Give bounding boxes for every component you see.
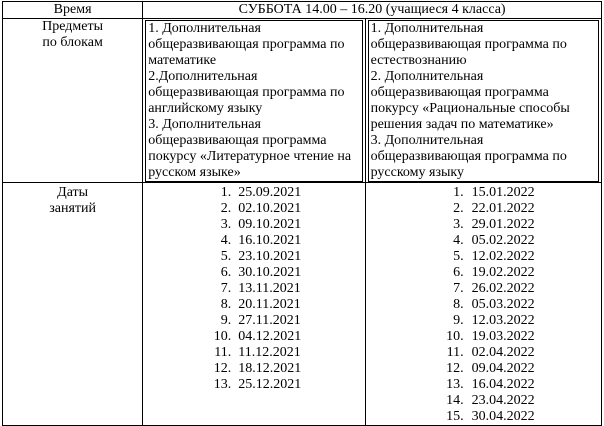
subjects-label-line: Предметы bbox=[42, 19, 104, 34]
date-number: 12. bbox=[446, 361, 464, 376]
date-number: 13. bbox=[446, 377, 464, 392]
subject-line: покурсу «Литературное чтение на bbox=[148, 149, 352, 164]
date-value: 30.04.2022 bbox=[471, 409, 535, 424]
date-number: 12. bbox=[213, 361, 232, 376]
subject-line: 3. Дополнительная bbox=[370, 133, 484, 148]
date-number: 4. bbox=[453, 233, 464, 248]
date-value: 12.02.2022 bbox=[471, 249, 535, 264]
date-value: 29.01.2022 bbox=[471, 217, 535, 232]
subject-line: английскому языку bbox=[148, 101, 263, 116]
date-value: 04.12.2021 bbox=[238, 329, 302, 344]
dates-label-line: Даты bbox=[57, 185, 89, 200]
date-number: 1. bbox=[220, 185, 232, 200]
subjects-right-cell bbox=[365, 19, 601, 183]
date-number: 3. bbox=[220, 217, 232, 232]
date-list-item bbox=[143, 329, 364, 345]
date-list-item bbox=[366, 233, 601, 249]
date-value: 23.10.2021 bbox=[238, 249, 302, 264]
dates-left-cell bbox=[143, 183, 365, 426]
subject-line: 1. Дополнительная bbox=[148, 21, 261, 36]
dates-label-line: занятий bbox=[49, 201, 96, 216]
date-number: 6. bbox=[220, 265, 232, 280]
date-list-item bbox=[143, 201, 364, 217]
subject-line: 3. Дополнительная bbox=[148, 117, 261, 132]
dates-row bbox=[3, 183, 602, 426]
subjects-left-cell bbox=[143, 19, 365, 183]
date-value: 16.10.2021 bbox=[238, 233, 302, 248]
date-number: 7. bbox=[220, 281, 232, 296]
date-value: 13.11.2021 bbox=[238, 281, 301, 296]
date-number: 10. bbox=[446, 329, 464, 344]
date-list-item bbox=[366, 185, 601, 201]
time-label: Время bbox=[3, 2, 143, 19]
date-number: 8. bbox=[220, 297, 232, 312]
subjects-row bbox=[3, 19, 602, 183]
dates-right-list bbox=[366, 183, 601, 425]
schedule-title: СУББОТА 14.00 – 16.20 (учащиеся 4 класса) bbox=[143, 2, 602, 19]
date-number: 2. bbox=[220, 201, 232, 216]
date-list-item bbox=[143, 281, 364, 297]
date-number: 11. bbox=[446, 345, 464, 360]
date-value: 05.02.2022 bbox=[471, 233, 535, 248]
subject-line: общеразвивающая программа bbox=[148, 133, 327, 148]
date-list-item bbox=[143, 265, 364, 281]
date-value: 02.10.2021 bbox=[238, 201, 302, 216]
date-list-item bbox=[143, 217, 364, 233]
date-value: 12.03.2022 bbox=[471, 313, 535, 328]
date-number: 9. bbox=[220, 313, 232, 328]
date-number: 7. bbox=[453, 281, 464, 296]
subject-line: математике bbox=[148, 53, 217, 68]
date-list-item bbox=[143, 361, 364, 377]
date-value: 09.04.2022 bbox=[471, 361, 535, 376]
date-list-item bbox=[366, 217, 601, 233]
subjects-right-box bbox=[368, 20, 599, 182]
subject-line: 1. Дополнительная bbox=[370, 21, 484, 36]
subject-line: русском языке» bbox=[148, 165, 241, 180]
subject-line: решения задач по математике» bbox=[370, 117, 554, 132]
date-value: 18.12.2021 bbox=[238, 361, 302, 376]
date-number: 11. bbox=[214, 345, 232, 360]
date-number: 2. bbox=[453, 201, 464, 216]
subject-line: русскому языку bbox=[370, 165, 464, 180]
date-list-item bbox=[366, 265, 601, 281]
subject-line: общеразвивающая программа по bbox=[148, 85, 345, 100]
date-list-item bbox=[366, 201, 601, 217]
date-number: 1. bbox=[453, 185, 464, 200]
date-number: 5. bbox=[220, 249, 232, 264]
date-value: 05.03.2022 bbox=[471, 297, 535, 312]
date-list-item bbox=[366, 393, 601, 409]
date-list-item bbox=[366, 249, 601, 265]
date-list-item bbox=[366, 345, 601, 361]
subject-line: общеразвивающая программа по bbox=[148, 37, 345, 52]
header-row bbox=[3, 2, 602, 19]
date-list-item bbox=[366, 313, 601, 329]
date-number: 8. bbox=[453, 297, 464, 312]
date-list-item bbox=[143, 233, 364, 249]
subject-line: общеразвивающая программа по bbox=[370, 37, 567, 52]
subject-line: 2. Дополнительная bbox=[370, 69, 484, 84]
date-value: 20.11.2021 bbox=[238, 297, 301, 312]
date-list-item bbox=[366, 297, 601, 313]
date-number: 13. bbox=[213, 377, 232, 392]
date-number: 14. bbox=[446, 393, 464, 408]
dates-right-cell bbox=[365, 183, 601, 426]
date-number: 9. bbox=[453, 313, 464, 328]
date-number: 15. bbox=[446, 409, 464, 424]
date-number: 6. bbox=[453, 265, 464, 280]
date-list-item bbox=[143, 185, 364, 201]
schedule-table bbox=[2, 1, 602, 426]
date-value: 23.04.2022 bbox=[471, 393, 535, 408]
date-list-item bbox=[143, 297, 364, 313]
subject-line: 2.Дополнительная bbox=[148, 69, 258, 84]
date-value: 22.01.2022 bbox=[471, 201, 535, 216]
subjects-left-box bbox=[145, 20, 362, 182]
date-list-item bbox=[366, 329, 601, 345]
date-value: 16.04.2022 bbox=[471, 377, 535, 392]
date-value: 19.03.2022 bbox=[471, 329, 535, 344]
subjects-label bbox=[3, 19, 143, 183]
date-value: 25.09.2021 bbox=[238, 185, 302, 200]
subject-line: общеразвивающая программа bbox=[370, 85, 549, 100]
subject-line: естествознанию bbox=[370, 53, 467, 68]
date-value: 19.02.2022 bbox=[471, 265, 535, 280]
date-number: 3. bbox=[453, 217, 464, 232]
date-value: 02.04.2022 bbox=[471, 345, 535, 360]
date-value: 09.10.2021 bbox=[238, 217, 302, 232]
subject-line: общеразвивающая программа по bbox=[370, 149, 567, 164]
date-value: 15.01.2022 bbox=[471, 185, 535, 200]
date-list-item bbox=[143, 313, 364, 329]
date-number: 5. bbox=[453, 249, 464, 264]
date-number: 10. bbox=[213, 329, 232, 344]
dates-left-list bbox=[143, 183, 364, 393]
date-value: 30.10.2021 bbox=[238, 265, 302, 280]
date-list-item bbox=[366, 281, 601, 297]
date-list-item bbox=[366, 361, 601, 377]
date-value: 27.11.2021 bbox=[238, 313, 301, 328]
date-list-item bbox=[366, 409, 601, 425]
date-list-item bbox=[143, 345, 364, 361]
dates-label bbox=[3, 183, 143, 426]
subject-line: покурсу «Рациональные способы bbox=[370, 101, 570, 116]
date-list-item bbox=[366, 377, 601, 393]
date-list-item bbox=[143, 377, 364, 393]
date-value: 11.12.2021 bbox=[238, 345, 301, 360]
date-value: 25.12.2021 bbox=[238, 377, 302, 392]
date-list-item bbox=[143, 249, 364, 265]
date-number: 4. bbox=[220, 233, 232, 248]
date-value: 26.02.2022 bbox=[471, 281, 535, 296]
subjects-label-line: по блокам bbox=[42, 35, 103, 50]
